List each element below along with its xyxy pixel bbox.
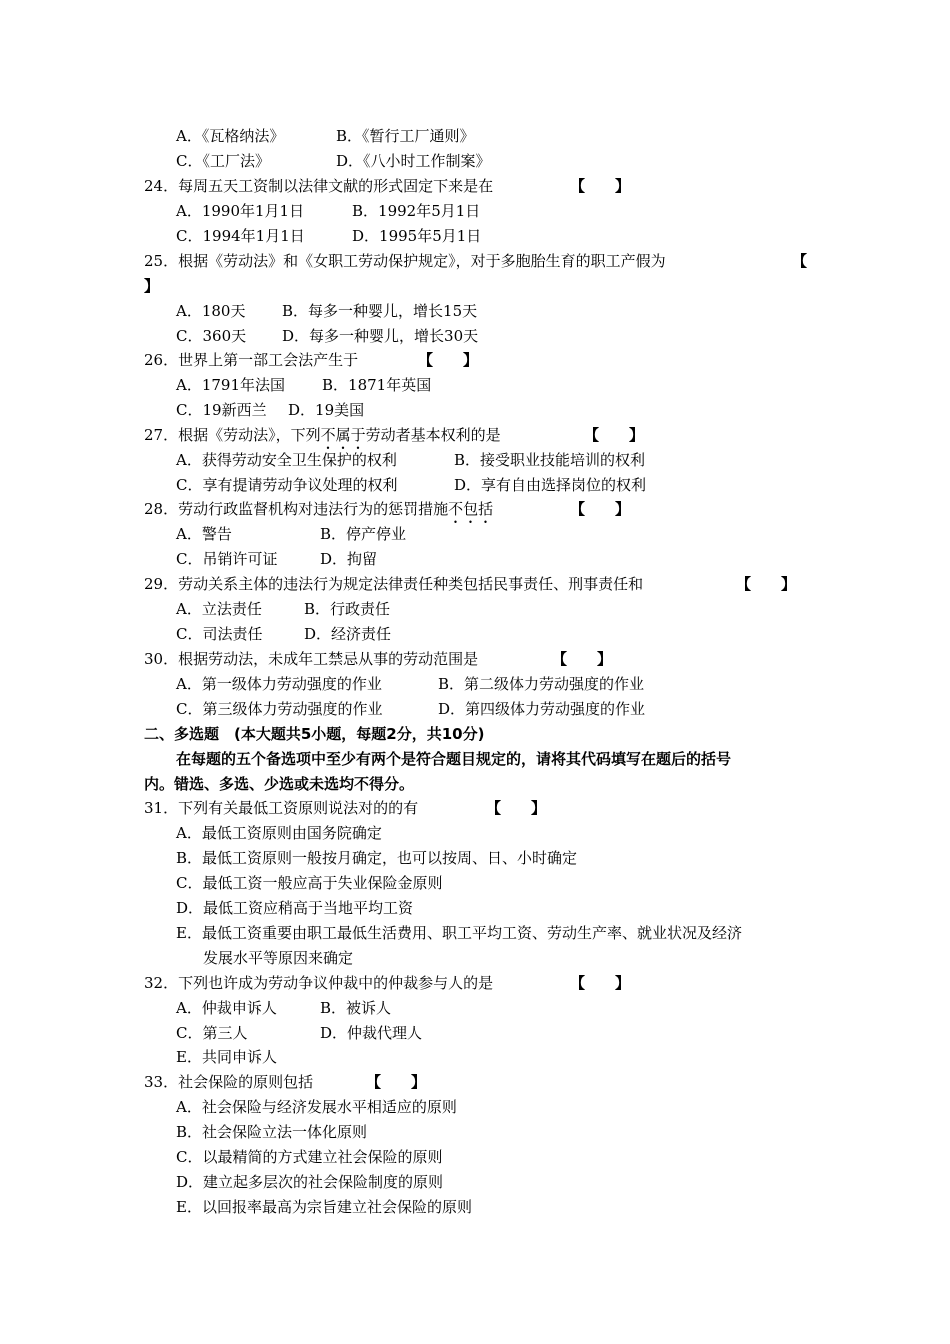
q31-option-d: D．最低工资应稍高于当地平均工资 [176,899,414,917]
q29-option-b: B．行政责任 [304,600,391,618]
q23-option-c: C．《工厂法》 [176,152,270,170]
q33-option-a-line [0,1095,950,1120]
q29-stem: 29．劳动关系主体的违法行为规定法律责任种类包括民事责任、刑事责任和 [144,575,644,593]
q24-option-c: C．1994年1月1日 [176,227,305,245]
q29-options-row-2 [0,622,950,647]
q30-stem-line [0,647,950,672]
q33-option-c: C．以最精简的方式建立社会保险的原则 [176,1148,443,1166]
q23-options-row-2 [0,149,950,174]
q29-option-c: C．司法责任 [176,625,263,643]
q31-option-e-2: 发展水平等原因来确定 [203,949,354,967]
q24-options-row-1 [0,199,950,224]
q31-answer-bracket: 【 】 [486,799,547,817]
q33-option-a: A．社会保险与经济发展水平相适应的原则 [176,1098,457,1116]
q33-stem: 33．社会保险的原则包括 [144,1073,314,1091]
q28-options-row-2 [0,547,950,572]
q28-answer-bracket: 【 】 [570,500,631,518]
q24-options-row-2 [0,224,950,249]
q31-option-e-line-1 [0,921,950,946]
q26-option-b: B．1871年英国 [322,376,432,394]
q29-answer-bracket: 【 】 [736,575,797,593]
q25-option-d: D．每多一种婴儿，增长30天 [282,327,479,345]
q26-option-d: D．19美国 [288,401,365,419]
q28-stem-emphasis: 不包括 [448,500,494,518]
q33-stem-line [0,1070,950,1095]
q33-option-d-line [0,1170,950,1195]
q33-option-c-line [0,1145,950,1170]
q32-option-a: A．仲裁申诉人 [176,999,277,1017]
q25-option-c: C．360天 [176,327,247,345]
q26-stem: 26．世界上第一部工会法产生于 [144,351,359,369]
q27-option-a: A．获得劳动安全卫生保护的权利 [176,451,397,469]
q23-option-a: A．《瓦格纳法》 [176,127,285,145]
q30-option-a: A．第一级体力劳动强度的作业 [176,675,382,693]
section2-heading: 二、多选题 (本大题共5小题，每题2分，共10分) [144,725,485,743]
q33-option-d: D．建立起多层次的社会保险制度的原则 [176,1173,444,1191]
q31-stem-line [0,796,950,821]
q31-option-e-1: E．最低工资重要由职工最低生活费用、职工平均工资、劳动生产率、就业状况及经济 [176,924,742,942]
q28-stem-pre: 28．劳动行政监督机构对违法行为的惩罚措施 [144,500,449,518]
q25-stem: 25．根据《劳动法》和《女职工劳动保护规定》，对于多胞胎生育的职工产假为 [144,252,666,270]
q31-option-c: C．最低工资一般应高于失业保险金原则 [176,874,443,892]
q25-option-b: B．每多一种婴儿，增长15天 [282,302,478,320]
q25-stem-line [0,249,950,274]
q27-option-d: D．享有自由选择岗位的权利 [454,476,647,494]
q32-option-d: D．仲裁代理人 [320,1024,423,1042]
q29-option-d: D．经济责任 [304,625,392,643]
q32-option-b: B．被诉人 [320,999,392,1017]
q28-option-b: B．停产停业 [320,525,407,543]
q28-option-d: D．拘留 [320,550,378,568]
q30-stem: 30．根据劳动法，未成年工禁忌从事的劳动范围是 [144,650,479,668]
q32-answer-bracket: 【 】 [570,974,631,992]
q32-option-e: E．共同申诉人 [176,1048,277,1066]
q23-option-d: D．《八小时工作制案》 [336,152,491,170]
q31-option-e-line-2 [0,946,950,971]
q30-option-c: C．第三级体力劳动强度的作业 [176,700,383,718]
q31-stem: 31．下列有关最低工资原则说法对的的有 [144,799,419,817]
q26-option-a: A．1791年法国 [176,376,286,394]
q26-options-row-2 [0,398,950,423]
q32-stem-line [0,971,950,996]
q24-option-d: D．1995年5月1日 [352,227,482,245]
q33-option-e-line [0,1195,950,1220]
q32-stem: 32．下列也许成为劳动争议仲裁中的仲裁参与人的是 [144,974,494,992]
q25-options-row-1 [0,299,950,324]
q29-option-a: A．立法责任 [176,600,262,618]
q24-option-a: A．1990年1月1日 [176,202,305,220]
q33-option-b: B．社会保险立法一体化原则 [176,1123,368,1141]
q27-stem-emphasis: 不属于 [320,426,366,444]
q33-option-b-line [0,1120,950,1145]
q32-option-c: C．第三人 [176,1024,248,1042]
q25-options-row-2 [0,324,950,349]
q25-bracket-close: 】 [144,277,160,295]
q24-answer-bracket: 【 】 [570,177,631,195]
q27-stem-post: 劳动者基本权利的是 [365,426,501,444]
q24-stem-line [0,174,950,199]
section2-instructions-1: 在每题的五个备选项中至少有两个是符合题目规定的，请将其代码填写在题后的括号 [176,750,732,768]
q26-option-c: C．19新西兰 [176,401,267,419]
q23-option-b: B．《暂行工厂通则》 [336,127,475,145]
q28-stem-line [0,497,950,522]
q26-stem-line [0,348,950,373]
q30-option-d: D．第四级体力劳动强度的作业 [438,700,646,718]
q27-options-row-2 [0,473,950,498]
q31-option-a-line [0,821,950,846]
q30-answer-bracket: 【 】 [552,650,613,668]
q33-option-e: E．以回报率最高为宗旨建立社会保险的原则 [176,1198,472,1216]
q25-stem-line-2 [0,274,950,299]
q27-option-c: C．享有提请劳动争议处理的权利 [176,476,398,494]
section2-heading-line [0,722,950,747]
q25-bracket-open: 【 [792,252,808,270]
q28-option-a: A．警告 [176,525,232,543]
q30-option-b: B．第二级体力劳动强度的作业 [438,675,645,693]
q24-stem: 24．每周五天工资制以法律文献的形式固定下来是在 [144,177,494,195]
section2-instructions-line-2 [0,772,950,797]
q26-options-row-1 [0,373,950,398]
q27-stem-pre: 27．根据《劳动法》，下列 [144,426,321,444]
q31-option-d-line [0,896,950,921]
q32-options-row-3 [0,1045,950,1070]
q23-options-row-1 [0,124,950,149]
q26-answer-bracket: 【 】 [418,351,479,369]
q25-option-a: A．180天 [176,302,246,320]
q31-option-c-line [0,871,950,896]
q31-option-a: A．最低工资原则由国务院确定 [176,824,382,842]
q27-answer-bracket: 【 】 [584,426,645,444]
q27-option-b: B．接受职业技能培训的权利 [454,451,646,469]
q31-option-b-line [0,846,950,871]
q28-options-row-1 [0,522,950,547]
q30-options-row-2 [0,697,950,722]
q29-stem-line [0,572,950,597]
section2-instructions-2: 内。错选、多选、少选或未选均不得分。 [144,775,415,793]
q29-options-row-1 [0,597,950,622]
q32-options-row-1 [0,996,950,1021]
q27-stem-line [0,423,950,448]
q24-option-b: B．1992年5月1日 [352,202,481,220]
q31-option-b: B．最低工资原则一般按月确定，也可以按周、日、小时确定 [176,849,578,867]
q33-answer-bracket: 【 】 [366,1073,427,1091]
q30-options-row-1 [0,672,950,697]
section2-instructions-line-1 [0,747,950,772]
q32-options-row-2 [0,1021,950,1046]
q27-options-row-1 [0,448,950,473]
q28-option-c: C．吊销许可证 [176,550,278,568]
